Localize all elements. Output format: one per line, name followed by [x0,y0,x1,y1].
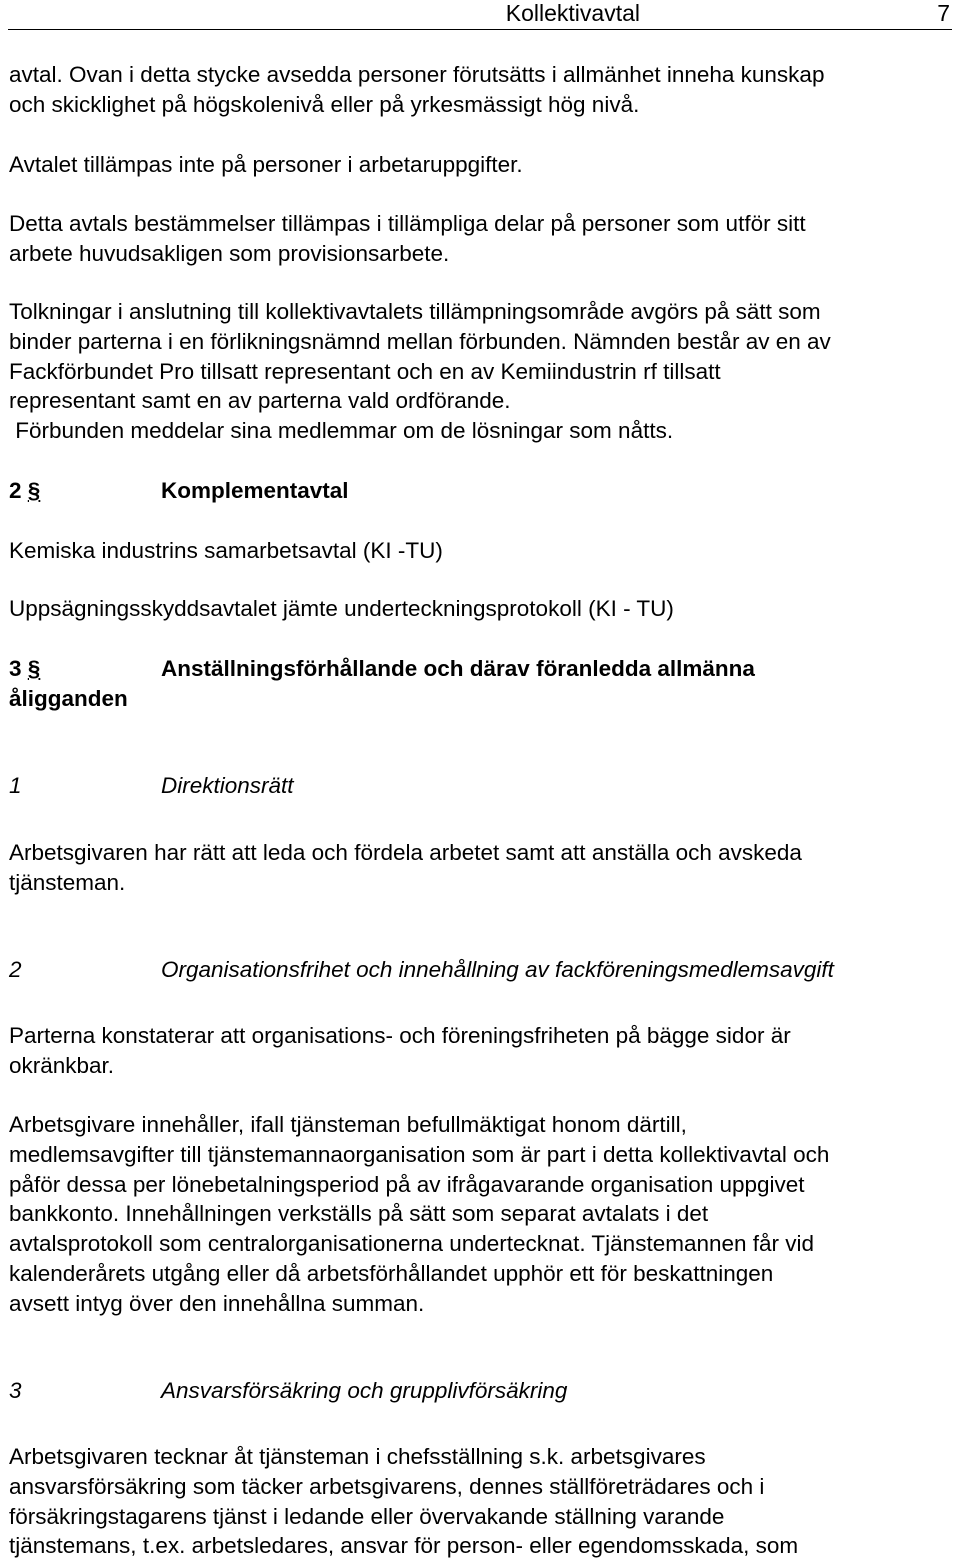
paragraph-liability-insurance: Arbetsgivaren tecknar åt tjänsteman i chefsställning s.k. arbetsgivares ansvarsförsäkring som täcker arbetsgivarens, dennes ställföreträdares och i försäkringstagarens tjänst i ledande eller övervakande ställning varande tjänstemans, t.ex. arbetsledares, ansvar för person- eller egendomsskada, som [9,1444,799,1559]
section-title: Komplementavtal [161,478,349,503]
section-number: 3 [9,656,22,681]
subsection-title: Organisationsfrihet och innehållning av fackföreningsmedlemsavgift [161,957,834,982]
paragraph-sign: § [27,656,41,681]
section-number: 2 [9,478,22,503]
subsection-number: 1 [9,773,22,798]
paragraph-commission-work: Detta avtals bestämmelser tillämpas i tillämpliga delar på personer som utför sitt arbete huvudsakligen som provisionsarbete. [9,211,806,266]
paragraph-ki-tu: Kemiska industrins samarbetsavtal (KI -TU) [9,538,443,563]
paragraph-not-workers: Avtalet tillämpas inte på personer i arbetaruppgifter. [9,152,523,177]
page-number: 7 [937,0,950,26]
subsection-title: Direktionsrätt [161,773,294,798]
paragraph-management-right: Arbetsgivaren har rätt att leda och fördela arbetet samt att anställa och avskeda tjänsteman. [9,840,802,895]
subsection-title: Ansvarsförsäkring och grupplivförsäkring [161,1378,568,1403]
subsection-number: 3 [9,1378,22,1403]
paragraph-scope-competence: avtal. Ovan i detta stycke avsedda personer förutsätts i allmänhet inneha kunskap och skicklighet på högskolenivå eller på yrkesmässigt hög nivå. [9,62,825,117]
paragraph-dismissal-protection: Uppsägningsskyddsavtalet jämte underteckningsprotokoll (KI - TU) [9,596,674,621]
paragraph-fee-deduction: Arbetsgivare innehåller, ifall tjänsteman befullmäktigat honom därtill, medlemsavgifter till tjänstemannaorganisation som är part i detta kollektivavtal och påför dessa per lönebetalningsperiod på av ifrågavarande organisation uppgivet bankkonto. Innehållningen verkställs på sätt som separat avtalats i det avtalsprotokoll som centralorganisationerna undertecknat. Tjänstemannen får vid kalenderårets utgång eller då arbetsförhållandet upphör ett för beskattningen avsett intyg över den innehållna summan. [9,1112,830,1316]
subsection-number: 2 [9,957,22,982]
document-title: Kollektivavtal [505,0,640,26]
paragraph-sign: § [27,478,41,503]
paragraph-interpretation-board: Tolkningar i anslutning till kollektivavtalets tillämpningsområde avgörs på sätt som binder parterna i en förlikningsnämnd mellan förbunden. Nämnden består av en av Fackförbundet Pro tillsatt representant och en av Kemiindustrin rf tillsatt representant samt en av parterna vald ordförande. Förbunden meddelar sina medlemmar om de lösningar som nåtts. [9,299,831,444]
section-heading-3 [9,654,949,716]
section-title-continuation: åligganden [9,686,128,711]
page-header [8,0,952,30]
paragraph-freedom-of-association: Parterna konstaterar att organisations- och föreningsfriheten på bägge sidor är okränkbar. [9,1023,791,1078]
section-title: Anställningsförhållande och därav föranledda allmänna [161,656,755,681]
